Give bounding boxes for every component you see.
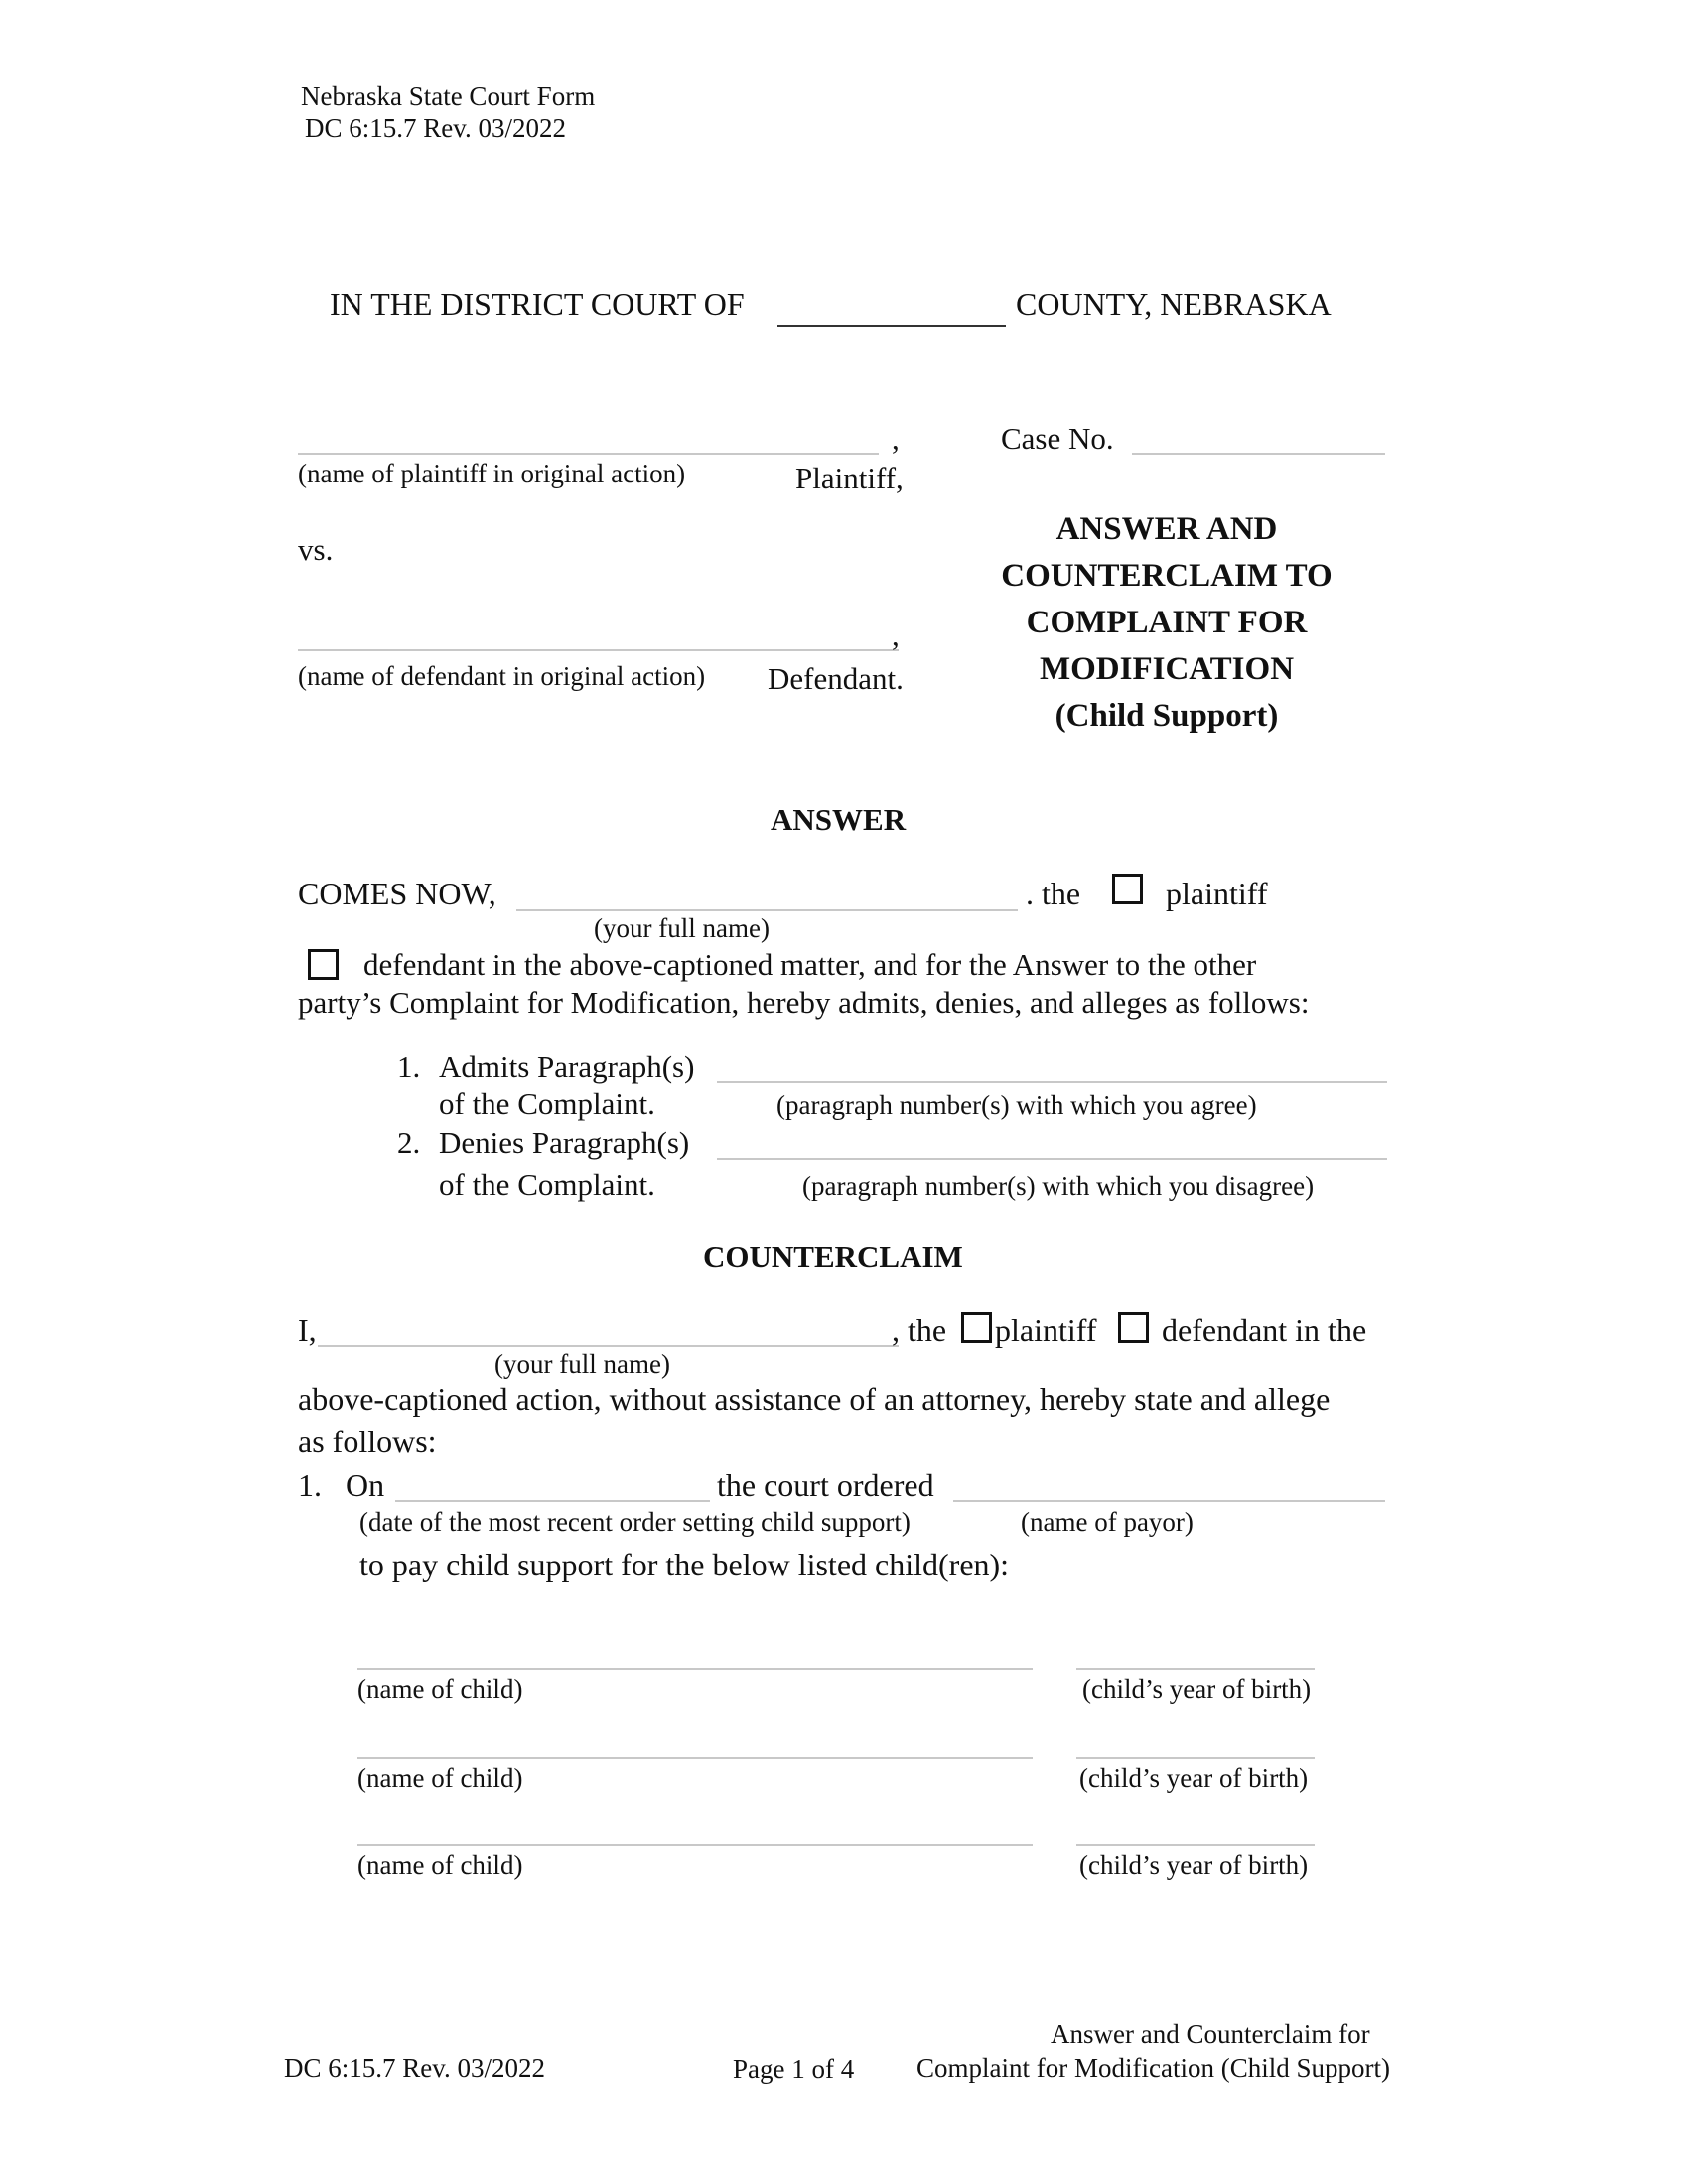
answer-item-1-sub: of the Complaint. xyxy=(439,1086,655,1121)
document-title-line-4: MODIFICATION xyxy=(1039,651,1295,687)
answer-item-1-label: Admits Paragraph(s) xyxy=(439,1049,695,1084)
answer-item-2-sub: of the Complaint. xyxy=(439,1167,655,1202)
child-3-name-input[interactable] xyxy=(357,1809,1037,1844)
counterclaim-defendant-option: defendant in the xyxy=(1162,1312,1367,1348)
answer-defendant-text: defendant in the above-captioned matter, and for the Answer to the other xyxy=(363,947,1257,982)
case-no-line xyxy=(1132,453,1385,455)
child-2-name-input[interactable] xyxy=(357,1721,1037,1757)
child-1-name-input[interactable] xyxy=(357,1632,1037,1668)
payor-name-line xyxy=(953,1500,1385,1502)
defendant-name-line xyxy=(298,649,899,651)
answer-comes-now: COMES NOW, xyxy=(298,876,496,911)
child-2-name-line xyxy=(357,1757,1033,1759)
counterclaim-heading: COUNTERCLAIM xyxy=(703,1239,963,1274)
county-input[interactable] xyxy=(779,288,1007,324)
footer-page-number: Page 1 of 4 xyxy=(733,2054,855,2084)
court-heading-left: IN THE DISTRICT COURT OF xyxy=(330,286,745,322)
answer-full-name-line xyxy=(516,909,1018,911)
answer-continuation: party’s Complaint for Modification, hereby admits, denies, and alleges as follows: xyxy=(298,985,1310,1020)
order-date-input[interactable] xyxy=(395,1463,709,1499)
document-title-line-2: COUNTERCLAIM TO xyxy=(1001,558,1333,594)
denies-paragraphs-input[interactable] xyxy=(717,1122,1386,1158)
admits-paragraphs-input[interactable] xyxy=(717,1046,1386,1082)
counterclaim-item-1-number: 1. xyxy=(298,1467,322,1503)
answer-plaintiff-checkbox[interactable] xyxy=(1112,874,1143,904)
document-title-line-5: (Child Support) xyxy=(1055,698,1279,734)
counterclaim-plaintiff-checkbox[interactable] xyxy=(961,1312,992,1343)
answer-item-1-hint: (paragraph number(s) with which you agree) xyxy=(776,1090,1257,1120)
counterclaim-the: , the xyxy=(892,1312,947,1348)
counterclaim-statement-line-1: above-captioned action, without assistance of an attorney, hereby state and allege xyxy=(298,1381,1331,1417)
form-name: Nebraska State Court Form xyxy=(301,81,596,111)
answer-heading: ANSWER xyxy=(771,802,907,837)
order-date-line xyxy=(395,1500,710,1502)
payor-name-input[interactable] xyxy=(953,1463,1384,1499)
child-2-year-input[interactable] xyxy=(1076,1721,1317,1757)
counterclaim-statement-line-2: as follows: xyxy=(298,1424,437,1459)
child-2-year-line xyxy=(1076,1757,1315,1759)
plaintiff-label: Plaintiff, xyxy=(795,461,904,495)
counterclaim-full-name-line xyxy=(318,1345,899,1347)
plaintiff-hint: (name of plaintiff in original action) xyxy=(298,459,686,488)
order-date-hint: (date of the most recent order setting child support) xyxy=(359,1507,911,1537)
child-1-year-hint: (child’s year of birth) xyxy=(1082,1674,1312,1704)
counterclaim-full-name-hint: (your full name) xyxy=(494,1349,670,1379)
document-title-line-3: COMPLAINT FOR xyxy=(1026,605,1308,640)
case-no-input[interactable] xyxy=(1132,417,1384,453)
counterclaim-defendant-checkbox[interactable] xyxy=(1118,1312,1149,1343)
form-code: DC 6:15.7 Rev. 03/2022 xyxy=(305,113,566,143)
plaintiff-name-input[interactable] xyxy=(298,417,878,453)
child-2-year-hint: (child’s year of birth) xyxy=(1079,1763,1309,1793)
footer-title-line-1: Answer and Counterclaim for xyxy=(1051,2019,1370,2049)
footer-title-line-2: Complaint for Modification (Child Support) xyxy=(916,2053,1390,2083)
counterclaim-item-1-on: On xyxy=(346,1467,385,1503)
admits-paragraphs-line xyxy=(717,1081,1387,1083)
child-1-name-hint: (name of child) xyxy=(357,1674,523,1704)
child-1-year-line xyxy=(1076,1668,1315,1670)
answer-item-1-number: 1. xyxy=(397,1049,421,1084)
answer-item-2-number: 2. xyxy=(397,1125,421,1160)
document-title-line-1: ANSWER AND xyxy=(1055,511,1278,547)
defendant-name-input[interactable] xyxy=(298,614,898,649)
counterclaim-plaintiff-option: plaintiff xyxy=(995,1312,1097,1348)
child-3-name-line xyxy=(357,1844,1033,1846)
answer-plaintiff-option: plaintiff xyxy=(1166,876,1268,911)
answer-the: . the xyxy=(1026,876,1081,911)
counterclaim-item-1-ordered: the court ordered xyxy=(717,1467,934,1503)
answer-full-name-hint: (your full name) xyxy=(594,913,770,943)
defendant-comma: , xyxy=(892,617,900,652)
court-heading-right: COUNTY, NEBRASKA xyxy=(1016,286,1332,322)
child-3-year-hint: (child’s year of birth) xyxy=(1079,1850,1309,1880)
defendant-label: Defendant. xyxy=(768,661,904,696)
answer-item-2-label: Denies Paragraph(s) xyxy=(439,1125,690,1160)
child-2-name-hint: (name of child) xyxy=(357,1763,523,1793)
child-3-name-hint: (name of child) xyxy=(357,1850,523,1880)
counterclaim-pay-text: to pay child support for the below listed child(ren): xyxy=(359,1547,1010,1582)
answer-full-name-input[interactable] xyxy=(516,874,1017,909)
defendant-hint: (name of defendant in original action) xyxy=(298,661,706,691)
payor-name-hint: (name of payor) xyxy=(1021,1507,1194,1537)
denies-paragraphs-line xyxy=(717,1158,1387,1160)
counterclaim-i-label: I, xyxy=(298,1312,317,1348)
answer-item-2-hint: (paragraph number(s) with which you disagree) xyxy=(802,1171,1315,1201)
case-no-label: Case No. xyxy=(1001,421,1114,456)
child-1-name-line xyxy=(357,1668,1033,1670)
vs-label: vs. xyxy=(298,532,334,567)
child-3-year-line xyxy=(1076,1844,1315,1846)
answer-defendant-checkbox[interactable] xyxy=(308,949,339,980)
county-underline xyxy=(777,325,1006,327)
counterclaim-full-name-input[interactable] xyxy=(318,1308,898,1344)
plaintiff-name-line xyxy=(298,453,879,455)
plaintiff-comma: , xyxy=(892,421,900,456)
child-1-year-input[interactable] xyxy=(1076,1632,1317,1668)
footer-form-code: DC 6:15.7 Rev. 03/2022 xyxy=(284,2053,545,2083)
child-3-year-input[interactable] xyxy=(1076,1809,1317,1844)
